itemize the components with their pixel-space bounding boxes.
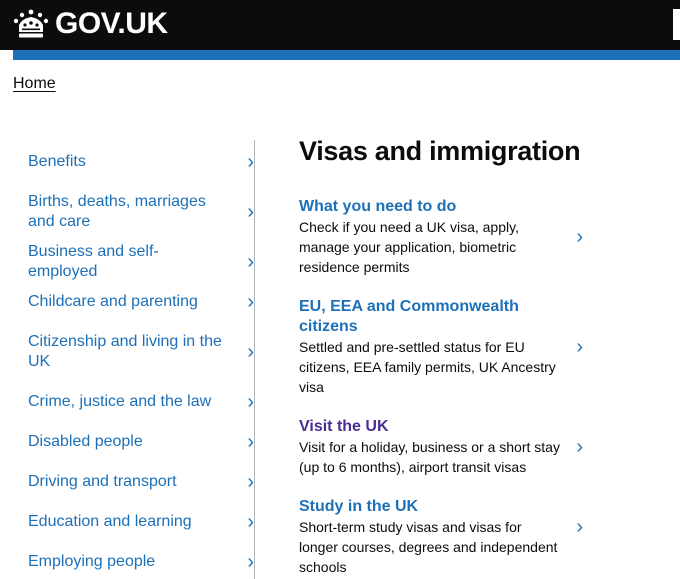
topic-visit-the-uk[interactable] [299,417,583,477]
chevron-right-icon: › [247,431,254,453]
sidebar-item-crime-justice[interactable] [28,392,254,412]
topic-title-link[interactable]: EU, EEA and Commonwealth citizens [299,298,519,335]
chevron-right-icon: › [247,471,254,493]
topic-eu-eea-commonwealth[interactable] [299,297,583,397]
chevron-right-icon: › [247,201,254,223]
sidebar-item-label: Citizenship and living in the UK [28,333,222,370]
chevron-right-icon: › [576,336,583,358]
topic-description: Settled and pre-settled status for EU citizens, EEA family permits, UK Ancestry visa [299,339,556,395]
topic-description: Short-term study visas and visas for longer courses, degrees and independent schools [299,519,558,575]
chevron-right-icon: › [576,436,583,458]
chevron-right-icon: › [576,516,583,538]
sidebar-item-disabled-people[interactable] [28,432,254,452]
chevron-right-icon: › [247,391,254,413]
chevron-right-icon: › [576,226,583,248]
sidebar-item-childcare[interactable] [28,292,254,312]
sidebar-item-births-deaths-marriages[interactable] [28,192,254,232]
sidebar-item-driving[interactable] [28,472,254,492]
sidebar-item-label: Childcare and parenting [28,293,198,310]
chevron-right-icon: › [247,551,254,573]
breadcrumb-home-link[interactable]: Home [13,75,56,92]
topic-description: Visit for a holiday, business or a short stay (up to 6 months), airport transit visas [299,439,560,475]
page-title: Visas and immigration [299,136,581,166]
sidebar-item-employing-people[interactable] [28,552,254,572]
sidebar-item-label: Education and learning [28,513,192,530]
sidebar-item-business[interactable] [28,243,254,280]
crown-icon [13,9,49,39]
sidebar-item-benefits[interactable] [28,152,254,172]
topic-description: Check if you need a UK visa, apply, manage your application, biometric residence permits [299,219,519,275]
sidebar-item-label: Benefits [28,153,86,170]
chevron-right-icon: › [247,291,254,313]
sidebar-item-label: Disabled people [28,433,143,450]
chevron-right-icon: › [247,511,254,533]
sidebar-item-label: Crime, justice and the law [28,393,212,410]
topic-title-link[interactable]: Study in the UK [299,498,419,515]
topic-what-you-need-to-do[interactable] [299,197,583,277]
sidebar-item-label: Driving and transport [28,473,177,490]
sidebar-item-label: Births, deaths, marriages and care [28,193,206,230]
topic-sidebar [14,140,255,579]
chevron-right-icon: › [247,151,254,173]
topic-title-link[interactable]: Visit the UK [299,418,389,435]
header-search-box[interactable] [673,9,680,40]
header-accent-bar [13,50,680,60]
chevron-right-icon: › [247,341,254,363]
topic-study-in-the-uk[interactable] [299,497,583,575]
logo-text: GOV.UK [55,7,168,40]
sidebar-item-education[interactable] [28,512,254,532]
topic-title-link[interactable]: What you need to do [299,198,457,215]
govuk-logo-link[interactable] [13,4,168,44]
sidebar-item-citizenship[interactable] [28,332,254,372]
chevron-right-icon: › [247,251,254,273]
sidebar-item-label: Employing people [28,553,156,570]
site-header [0,0,680,50]
sidebar-item-label: Business and self-employed [28,243,159,280]
